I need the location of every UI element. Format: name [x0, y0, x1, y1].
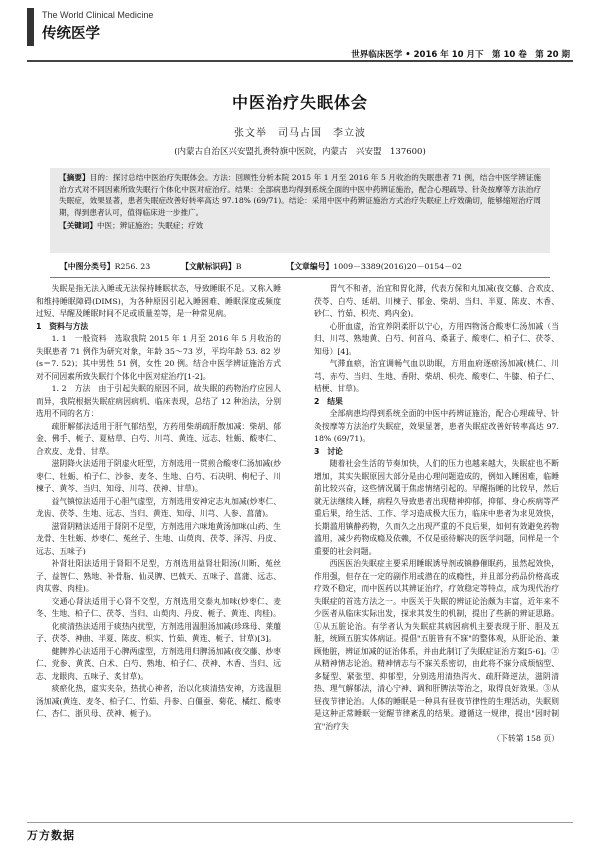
- body-paragraph: 1. 2 方法 由于引起失眠的原因不同，故失眠的药物治疗应因人而异，我院根据失眠症病因病机、临床表现，总结了 12 种治法，分别选用不同的名方：: [36, 384, 281, 418]
- author-affiliation: (内蒙古自治区兴安盟扎赉特旗中医院，内蒙古 兴安盟 137600): [174, 147, 426, 157]
- article-number-label: 【文章编号】: [286, 262, 334, 271]
- footer-rule: [27, 822, 573, 823]
- section-heading: 3 讨论: [314, 446, 343, 456]
- body-paragraph: 益气镇惊法适用于心胆气虚型，方剂选用安神定志丸加减(炒枣仁、龙齿、茯苓、生地、远志、当归、黄连、知母、川芎、人参、菖蒲)。: [36, 496, 281, 518]
- body-paragraph: 心肝血虚，治宜养阴柔肝以宁心，方用四物汤合酸枣仁汤加减（当归、川芎、熟地黄、白芍、何首乌、桑葚子、酸枣仁、柏子仁、茯苓、知母）[4]。: [314, 321, 559, 356]
- abstract-box: [50, 168, 550, 253]
- abstract-paragraph: [59, 172, 541, 219]
- body-paragraph: 痰瘀化热，虚实夹杂，热扰心神者，治以化痰清热安神，方选温胆汤加减(黄连、麦冬、柏子仁、竹茹、丹参、白僵蚕、菊花、橘红、酸枣仁、杏仁、浙贝母、茯神、栀子)。: [36, 684, 281, 718]
- abstract-text: 目的：探讨总结中医治疗失眠体会。方法：回顾性分析本院 2015 年 1 月至 2016 年 5 月收治的失眠患者 71 例，结合中医学辨证施治方式对不同因素所致失眠行个体化中医对症治疗。结果：全部病患均得到系统全面的中医中药辨证施治，配合心理疏导、针灸按摩等方法治疗失眠症，效果显著，患者失眠症改善好转率高达 97.18% (69/71)。结论：采用中医中药辨证施治方式治疗失眠症上疗效确切，能够缩短治疗周期，得到患者认可，值得临床进一步推广。: [59, 173, 542, 218]
- body-paragraph: 滋肾阴精法适用于肾阴不足型，方剂选用六味地黄汤加味(山药、生龙骨、生牡蛎、炒枣仁、菟丝子、生地、山萸肉、茯苓、泽泻、丹皮、远志、五味子): [36, 521, 281, 556]
- doc-code-label: 【文献标识码】: [181, 262, 236, 271]
- clc-value: R256. 23: [114, 262, 151, 271]
- classification-rule: [50, 277, 550, 278]
- section-heading: 1 资料与方法: [36, 321, 89, 331]
- clc-label: 【中图分类号】: [60, 262, 115, 271]
- body-paragraph: 健脾养心法适用于心脾两虚型，方剂选用归脾汤加减(夜交藤、炒枣仁、党参、黄芪、白术、白芍、熟地、柏子仁、茯神、木香、当归、远志、龙眼肉、五味子、炙甘草)。: [36, 646, 281, 681]
- body-paragraph: 1. 1 一般资料 选取我院 2015 年 1 月至 2016 年 5 月收治的失眠患者 71 例作为研究对象，年龄 35～73 岁，平均年龄 53. 82 岁(s＝7. 52)；其中男性 51 例，女性 20 例。结合中医学辨证施治方式对不同因素所致失眠行个体化中医对症治疗[1-2]。: [36, 334, 281, 381]
- section-heading: 2 结果: [314, 396, 343, 406]
- body-paragraph: 滋阴降火法适用于阴虚火旺型，方剂选用一贯煎合酸枣仁汤加减(炒枣仁、牡蛎、柏子仁、沙参、麦冬、生地、白芍、石决明、枸杞子、川楝子、黄芩、当归、知母、川芎、茯神、甘草)。: [36, 459, 281, 493]
- body-paragraph: 化痰清热法适用于痰热内扰型，方剂选用温胆汤加减(珍珠母、莱菔子、茯苓、神曲、半夏、陈皮、枳实、竹茹、黄连、栀子、甘草)[3]。: [36, 621, 281, 643]
- column-title: 传统医学: [42, 26, 100, 42]
- body-column-right: [314, 283, 559, 746]
- doc-code-value: B: [235, 262, 242, 271]
- issue-info: 世界临床医学 • 2016 年 10 月下 第 10 卷 第 20 期: [351, 50, 570, 60]
- body-paragraph: 气滞血瘀，治宜调畅气血以助眠，方用血府逐瘀汤加减(桃仁、川芎、赤芍、当归、生地、香附、柴胡、枳壳、酸枣仁、牛膝、柏子仁、桔梗、甘草)。: [314, 359, 559, 393]
- body-paragraph: 全部病患均得到系统全面的中医中药辨证施治，配合心理疏导、针灸按摩等方法治疗失眠症，效果显著，患者失眠症改善好转率高达 97. 18% (69/71)。: [314, 409, 559, 443]
- header-accent-bar: [27, 8, 34, 46]
- wanfang-logo: 万方数据: [27, 829, 75, 842]
- article-number-value: 1009－3389(2016)20－0154－02: [333, 262, 462, 271]
- body-paragraph: 疏肝解郁法适用于肝气郁结型，方药用柴胡疏肝散加减：柴胡、郁金、佛手、栀子、夏枯草、白芍、川芎、黄连、远志、牡蛎、酸枣仁、合欢皮、龙骨、甘草。: [36, 421, 281, 456]
- body-paragraph: 交通心肾法适用于心肾不交型，方剂选用交泰丸加味(炒枣仁、麦冬、生地、柏子仁、茯苓、当归、山萸肉、丹皮、栀子、黄连、肉桂)。: [36, 596, 281, 618]
- keywords-line: [59, 220, 541, 232]
- journal-english-name: The World Clinical Medicine: [42, 10, 154, 20]
- article-title: 中医治疗失眠体会: [231, 93, 368, 112]
- keywords-text: 中医；辨证施治；失眠症；疗效: [96, 220, 204, 230]
- body-paragraph: 胃气不和者，治宜和胃化滞，代表方保和丸加减(夜交藤、合欢皮、茯苓、白芍、延胡、川楝子、郁金、柴胡、当归、半夏、陈皮、木香、砂仁、竹茹、枳壳、鸡内金)。: [314, 284, 559, 318]
- body-paragraph: 随着社会生活的节奏加快，人们的压力也越来越大，失眠症也不断增加，其实失眠原因大部分是由心理问题造成的，例如入睡困难，临睡前比较兴奋，这些情况属于焦虑情绪引起的。早醒指睡的比较早，然后就无法继续入睡，病程久导致患者出现精神抑郁，抑郁、身心疾病等严重后果，给生活、工作、学习造成极大压力，临床中患者为求见效快，长期滥用镇静药物，久而久之出现严重的不良后果，如何有效避免药物滥用，减少药物成瘾及依赖，不仅是亟待解决的医学问题，同样是一个重要的社会问题。: [314, 459, 559, 556]
- keywords-label: 【关键词】: [59, 220, 97, 230]
- classification-line: [60, 261, 540, 272]
- header-rule: [27, 60, 573, 62]
- body-paragraph: 失眠是指无法入睡或无法保持睡眠状态，导致睡眠不足。又称入睡和维持睡眠障碍(DIMS)，为各种原因引起入睡困难、睡眠深度或频度过短、早醒及睡眠时间不足或质量差等，是一种常见病。: [36, 284, 281, 318]
- body-column-left: [36, 283, 281, 721]
- abstract-label: 【摘要】: [59, 173, 90, 182]
- continued-note: （下转第 158 页）: [492, 734, 559, 743]
- body-paragraph: 补肾壮阳法适用于肾阳不足型，方剂选用益肾壮阳汤(川断、菟丝子、益智仁、熟地、补骨脂、仙灵脾、巴戟天、五味子、菖蒲、远志、肉苁蓉、肉桂)。: [36, 559, 281, 593]
- article-authors: 张文举 司马占国 李立波: [234, 128, 366, 139]
- body-paragraph: 西医医治失眠症主要采用睡眠诱导剂或镇静催眠药，虽然起效快，作用强，但存在一定的副作用或潜在的成瘾性，并且部分药品价格高或疗效不稳定，而中医药以其辨证治疗，疗效稳定等特点，成为现代治疗失眠症的首选方法之一。中医关于失眠的辨证论治颇为丰富，近年来不少医者从临床实际出发，探求其发生的机制，提出了些新的辨证思路。①从五脏论治。有学者认为失眠症其病因病机主要表现于肝、胆及五脏，统顾五脏实体病证。提倡"五脏皆有不寐"的整体观，从肝论治、兼顾他脏，辨证加减的证治体系，并由此制订了失眠症证治方案[5-6]。②从精神情志论治。精神情志与不寐关系密切，由此将不寐分成烦恼型、多疑型、紧张型、抑郁型，分别选用清热泻火、疏肝降逆法，滋阴清热、理气解郁法，清心宁神、调和肝脾法等治之，取得良好效果。③从昼夜节律论治。人体的睡眠是一种具有昼夜节律性的生理活动，失眠则是这种正常睡眠一觉醒节律紊乱的结果。遵循这一规律，提出"因时制宜"治疗失: [314, 559, 559, 731]
